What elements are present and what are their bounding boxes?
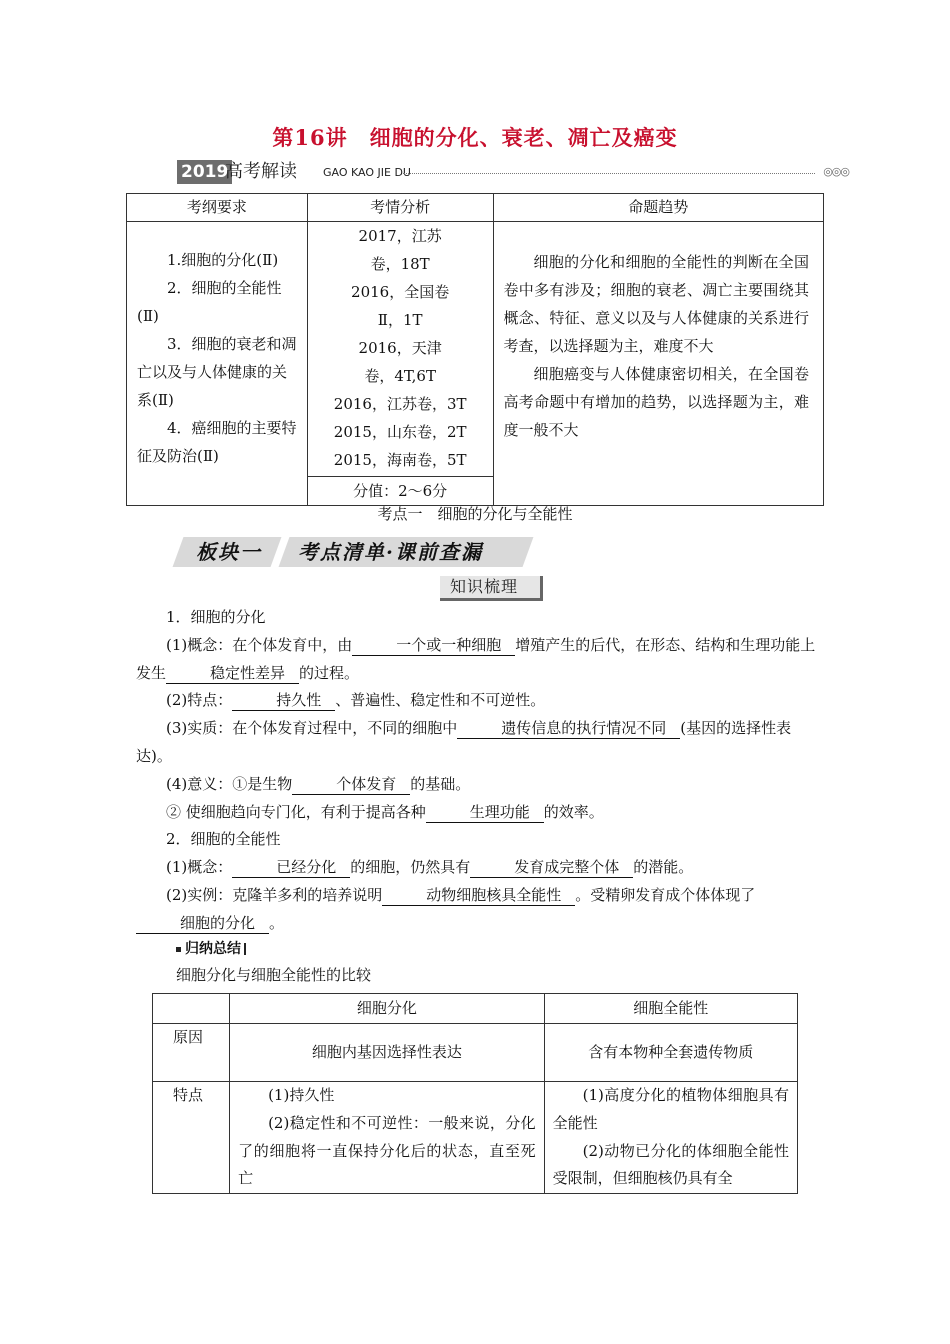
trend-paragraph: 细胞的分化和细胞的全能性的判断在全国卷中多有涉及；细胞的衰老、凋亡主要围绕其概念、特征、意义以及与人体健康的关系进行考查，以选择题为主，难度不大 — [503, 253, 809, 355]
blank-answer: 个体发育 — [292, 774, 410, 795]
comparison-corner — [153, 994, 230, 1024]
requirement-item: 3．细胞的衰老和凋亡以及与人体健康的关系(Ⅱ) — [137, 335, 297, 409]
banner-dotted-rule — [403, 173, 815, 174]
cause-totipotency: 含有本物种全套遗传物质 — [544, 1024, 797, 1082]
header-trend: 命题趋势 — [493, 194, 823, 222]
banner-subtitle: GAO KAO JIE DU — [323, 166, 411, 179]
row-label-feature: 特点 — [153, 1082, 230, 1194]
paragraph: (1)概念： 已经分化 的细胞，仍然具有 发育成完整个体 的潜能。 — [166, 858, 694, 877]
summary-square-icon — [176, 947, 181, 952]
analysis-cell — [307, 222, 493, 506]
blank-answer: 持久性 — [232, 690, 335, 711]
feature-item: (1)持久性 — [268, 1086, 335, 1104]
analysis-line: 2016，全国卷 — [351, 283, 450, 301]
paragraph: (2)特点： 持久性 、普遍性、稳定性和不可逆性。 — [166, 691, 546, 710]
bankuai-banner — [178, 537, 528, 567]
analysis-line: 2016，江苏卷，3T — [333, 395, 467, 413]
requirement-item: 4．癌细胞的主要特征及防治(Ⅱ) — [137, 419, 297, 465]
subheading: 1．细胞的分化 — [166, 608, 266, 626]
analysis-line: 2017，江苏 — [358, 227, 442, 245]
paragraph: (3)实质：在个体发育过程中，不同的细胞中 遗传信息的执行情况不同 (基因的选择性表达)。 — [136, 719, 792, 765]
bankuai-label: 板块一 — [196, 540, 262, 564]
blank-answer: 遗传信息的执行情况不同 — [457, 718, 680, 739]
blank-answer: 稳定性差异 — [166, 663, 299, 684]
score-range: 分值：2～6分 — [308, 476, 493, 505]
feature-differentiation — [230, 1082, 545, 1194]
trend-paragraph: 细胞癌变与人体健康密切相关，在全国卷高考命题中有增加的趋势，以选择题为主，难度一般不大 — [503, 365, 809, 439]
analysis-line: 2015，山东卷，2T — [333, 423, 467, 441]
header-analysis: 考情分析 — [307, 194, 493, 222]
cause-differentiation: 细胞内基因选择性表达 — [230, 1024, 545, 1082]
comparison-header-differentiation: 细胞分化 — [230, 994, 545, 1024]
summary-label: 归纳总结 — [185, 941, 241, 957]
blank-answer: 细胞的分化 — [136, 913, 269, 934]
requirements-cell — [127, 222, 308, 506]
analysis-line: 卷，4T,6T — [364, 367, 436, 385]
header-requirements: 考纲要求 — [127, 194, 308, 222]
knowledge-content — [136, 604, 816, 938]
banner-title: 高考解读 — [225, 161, 297, 182]
trend-cell — [493, 222, 823, 506]
banner-dots-icon: ◎◎◎ — [823, 165, 849, 178]
comparison-caption: 细胞分化与细胞全能性的比较 — [176, 966, 372, 984]
row-label-cause: 原因 — [153, 1024, 230, 1082]
banner-year: 2019 — [177, 160, 232, 184]
knowledge-tag-label: 知识梳理 — [450, 577, 519, 596]
bankuai-title: 考点清单·课前查漏 — [298, 540, 483, 564]
requirement-item: 2．细胞的全能性(Ⅱ) — [137, 279, 282, 325]
paragraph: (2)实例：克隆羊多利的培养说明 动物细胞核具全能性 。受精卵发育成个体体现了细胞的分化 。 — [136, 882, 816, 938]
blank-answer: 动物细胞核具全能性 — [382, 885, 575, 906]
subheading: 2．细胞的全能性 — [166, 830, 281, 849]
summary-tag — [176, 939, 246, 959]
blank-answer: 生理功能 — [426, 802, 544, 823]
feature-item: (1)高度分化的植物体细胞具有全能性 — [552, 1086, 789, 1132]
comparison-header-totipotency: 细胞全能性 — [544, 994, 797, 1024]
outline-table — [126, 193, 824, 506]
paragraph: ② 使细胞趋向专门化，有利于提高各种 生理功能 的效率。 — [166, 802, 604, 821]
summary-bar-icon — [244, 943, 246, 955]
feature-item: (2)稳定性和不可逆性：一般来说，分化了的细胞将一直保持分化后的状态，直至死亡 — [238, 1113, 536, 1188]
paragraph: (1)概念：在个体发育中，由 一个或一种细胞 增殖产生的后代，在形态、结构和生理功能上发生 稳定性差异 的过程。 — [136, 635, 816, 682]
analysis-line: 2015，海南卷，5T — [333, 451, 467, 469]
analysis-line: Ⅱ，1T — [377, 311, 423, 329]
feature-item: (2)动物已分化的体细胞全能性受限制，但细胞核仍具有全 — [552, 1141, 789, 1188]
comparison-table — [152, 993, 798, 1194]
blank-answer: 已经分化 — [232, 857, 350, 878]
blank-answer: 发育成完整个体 — [470, 857, 633, 878]
page-title: 第16讲 细胞的分化、衰老、凋亡及癌变 — [272, 125, 678, 150]
analysis-line: 2016，天津 — [358, 339, 442, 357]
knowledge-tag — [440, 576, 544, 600]
analysis-line: 卷，18T — [370, 255, 430, 273]
feature-totipotency — [544, 1082, 797, 1194]
blank-answer: 一个或一种细胞 — [352, 635, 515, 656]
section-heading: 考点一 细胞的分化与全能性 — [377, 505, 573, 523]
gaokao-banner — [177, 160, 849, 184]
paragraph: (4)意义：①是生物 个体发育 的基础。 — [166, 774, 471, 793]
requirement-item: 1.细胞的分化(Ⅱ) — [167, 251, 279, 269]
